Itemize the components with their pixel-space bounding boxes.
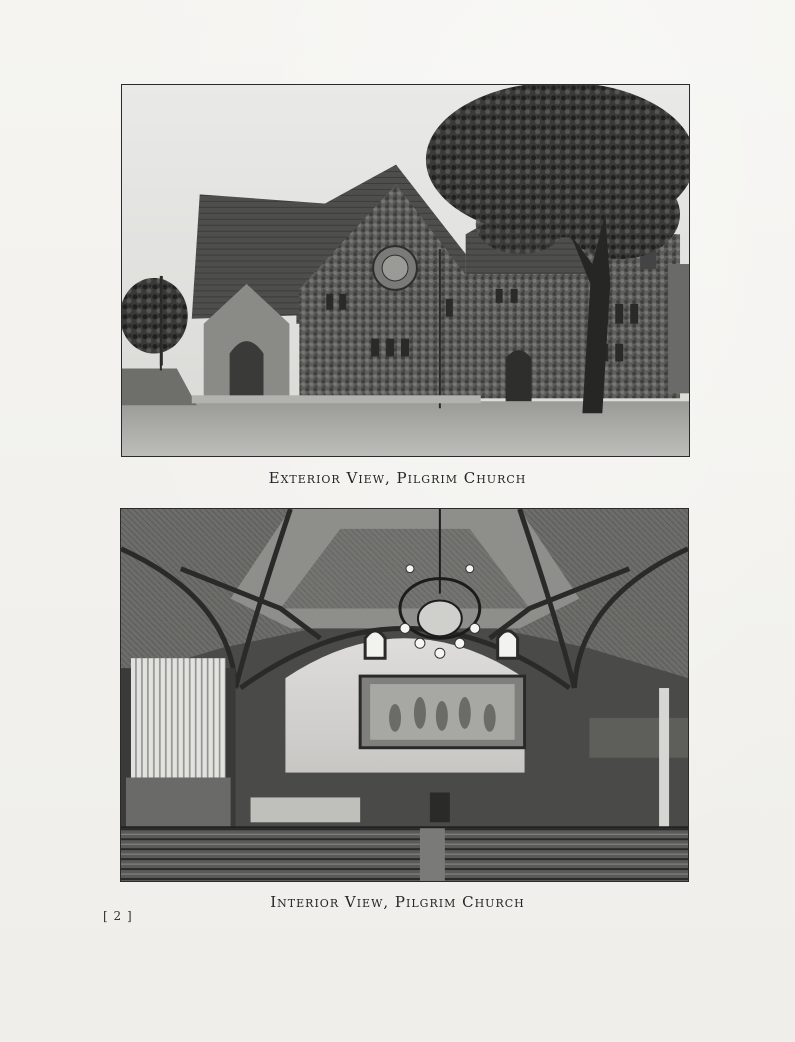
interior-photo — [120, 508, 689, 882]
exterior-photo — [121, 84, 690, 457]
exterior-photo-drawing — [122, 85, 689, 456]
interior-photo-drawing — [121, 509, 688, 881]
interior-caption: Interior View, Pilgrim Church — [270, 893, 525, 911]
exterior-caption: Exterior View, Pilgrim Church — [268, 469, 527, 487]
page-number: [ 2 ] — [103, 909, 133, 923]
